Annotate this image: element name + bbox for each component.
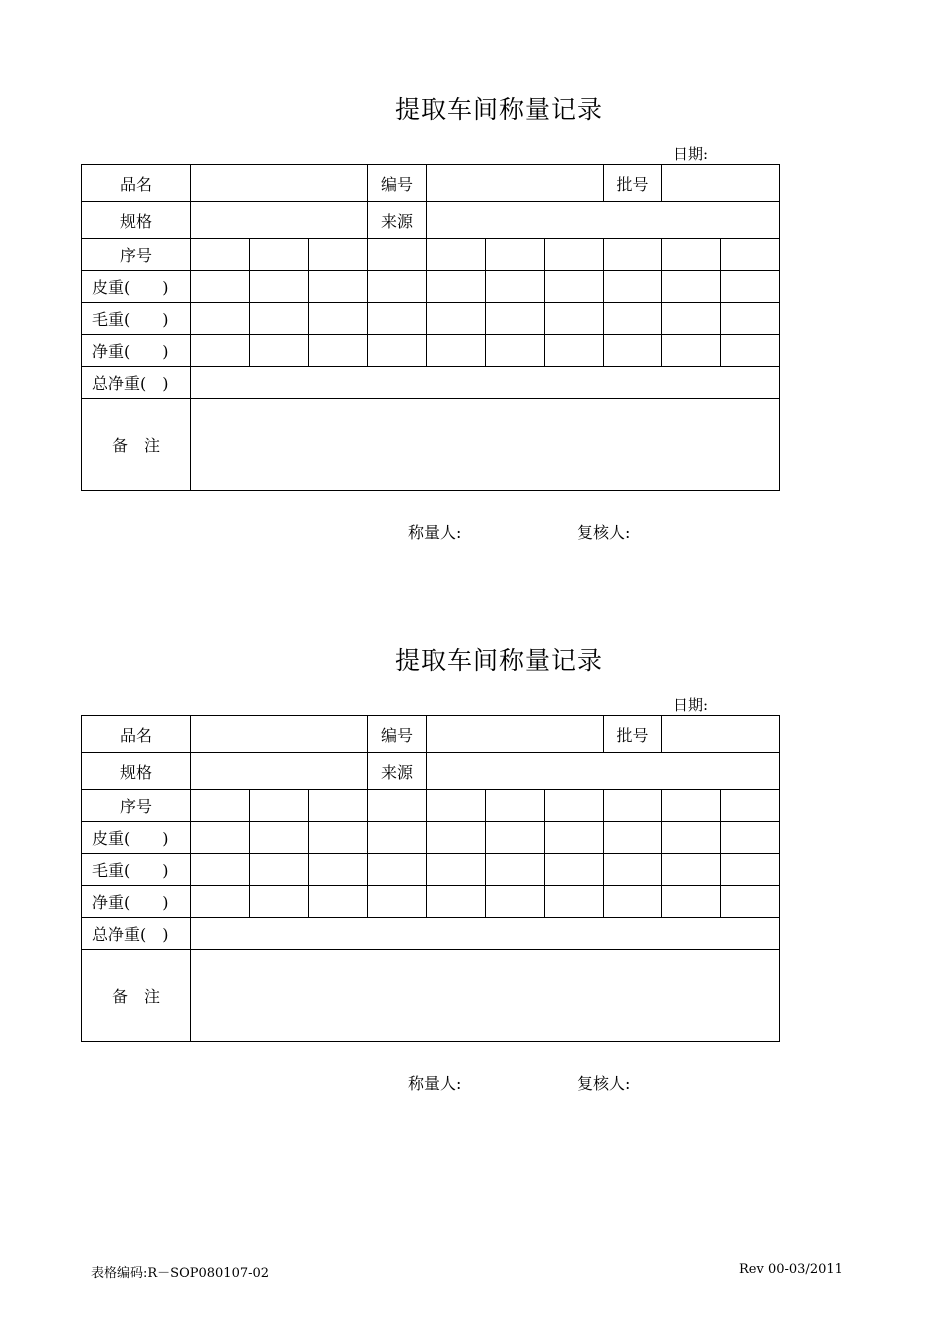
gross-cell[interactable] <box>545 854 604 886</box>
seq-cell[interactable] <box>250 790 309 822</box>
tare-cell[interactable] <box>368 822 427 854</box>
tare-cell[interactable] <box>604 271 662 303</box>
seq-cell[interactable] <box>662 790 721 822</box>
net-cell[interactable] <box>191 335 250 367</box>
seq-cell[interactable] <box>662 239 721 271</box>
tare-cell[interactable] <box>309 271 368 303</box>
seq-cell[interactable] <box>250 239 309 271</box>
gross-cell[interactable] <box>368 303 427 335</box>
net-weight-label: 净重( ) <box>82 886 191 918</box>
seq-no-label: 序号 <box>82 790 191 822</box>
tare-cell[interactable] <box>250 271 309 303</box>
code-field[interactable] <box>427 165 604 202</box>
weigher-signature-label: 称量人: <box>408 1074 462 1093</box>
tare-cell[interactable] <box>250 822 309 854</box>
net-weight-label: 净重( ) <box>82 335 191 367</box>
tare-cell[interactable] <box>486 271 545 303</box>
seq-cell[interactable] <box>309 239 368 271</box>
tare-cell[interactable] <box>309 822 368 854</box>
seq-cell[interactable] <box>191 790 250 822</box>
net-cell[interactable] <box>250 886 309 918</box>
checker-signature-label: 复核人: <box>577 1074 631 1093</box>
batch-no-label: 批号 <box>604 716 662 753</box>
seq-cell[interactable] <box>368 239 427 271</box>
seq-cell[interactable] <box>427 790 486 822</box>
source-label: 来源 <box>368 202 427 239</box>
form-code: 表格编码:R－SOP080107-02 <box>91 1266 270 1281</box>
tare-weight-label: 皮重( ) <box>82 822 191 854</box>
net-cell[interactable] <box>309 886 368 918</box>
gross-cell[interactable] <box>250 303 309 335</box>
total-net-weight-field[interactable] <box>191 918 780 950</box>
tare-cell[interactable] <box>368 271 427 303</box>
form-title: 提取车间称量记录 <box>394 95 603 124</box>
gross-cell[interactable] <box>721 303 780 335</box>
spec-label: 规格 <box>82 202 191 239</box>
source-label: 来源 <box>368 753 427 790</box>
seq-cell[interactable] <box>191 239 250 271</box>
seq-cell[interactable] <box>368 790 427 822</box>
date-label: 日期: <box>673 696 709 714</box>
net-cell[interactable] <box>486 335 545 367</box>
seq-cell[interactable] <box>309 790 368 822</box>
net-cell[interactable] <box>309 335 368 367</box>
gross-weight-label: 毛重( ) <box>82 303 191 335</box>
spec-field[interactable] <box>191 753 368 790</box>
seq-cell[interactable] <box>545 790 604 822</box>
code-field[interactable] <box>427 716 604 753</box>
tare-cell[interactable] <box>545 822 604 854</box>
date-label: 日期: <box>673 145 709 163</box>
total-net-weight-field[interactable] <box>191 367 780 399</box>
gross-cell[interactable] <box>662 303 721 335</box>
batch-no-field[interactable] <box>662 165 780 202</box>
gross-cell[interactable] <box>486 303 545 335</box>
batch-no-field[interactable] <box>662 716 780 753</box>
form-title: 提取车间称量记录 <box>394 646 603 675</box>
net-cell[interactable] <box>721 335 780 367</box>
gross-cell[interactable] <box>191 854 250 886</box>
tare-weight-label: 皮重( ) <box>82 271 191 303</box>
net-cell[interactable] <box>604 886 662 918</box>
product-name-field[interactable] <box>191 716 368 753</box>
tare-cell[interactable] <box>191 271 250 303</box>
total-net-weight-label: 总净重( ) <box>82 367 191 399</box>
net-cell[interactable] <box>427 335 486 367</box>
revision-label: Rev 00-03/2011 <box>739 1262 843 1277</box>
source-field[interactable] <box>427 753 780 790</box>
net-cell[interactable] <box>545 335 604 367</box>
net-cell[interactable] <box>486 886 545 918</box>
remarks-field[interactable] <box>191 399 780 491</box>
gross-cell[interactable] <box>191 303 250 335</box>
tare-cell[interactable] <box>604 822 662 854</box>
seq-cell[interactable] <box>486 790 545 822</box>
seq-cell[interactable] <box>604 239 662 271</box>
product-name-field[interactable] <box>191 165 368 202</box>
gross-cell[interactable] <box>309 854 368 886</box>
tare-cell[interactable] <box>721 271 780 303</box>
weigher-signature-label: 称量人: <box>408 523 462 542</box>
gross-cell[interactable] <box>486 854 545 886</box>
total-net-weight-label: 总净重( ) <box>82 918 191 950</box>
gross-cell[interactable] <box>604 303 662 335</box>
product-name-label: 品名 <box>82 165 191 202</box>
remarks-field[interactable] <box>191 950 780 1042</box>
net-cell[interactable] <box>545 886 604 918</box>
product-name-label: 品名 <box>82 716 191 753</box>
spec-label: 规格 <box>82 753 191 790</box>
tare-cell[interactable] <box>191 822 250 854</box>
gross-weight-label: 毛重( ) <box>82 854 191 886</box>
gross-cell[interactable] <box>427 854 486 886</box>
tare-cell[interactable] <box>427 271 486 303</box>
source-field[interactable] <box>427 202 780 239</box>
gross-cell[interactable] <box>721 854 780 886</box>
tare-cell[interactable] <box>721 822 780 854</box>
gross-cell[interactable] <box>368 854 427 886</box>
net-cell[interactable] <box>662 886 721 918</box>
gross-cell[interactable] <box>604 854 662 886</box>
gross-cell[interactable] <box>427 303 486 335</box>
tare-cell[interactable] <box>427 822 486 854</box>
remarks-label: 备 注 <box>82 399 191 491</box>
net-cell[interactable] <box>250 335 309 367</box>
tare-cell[interactable] <box>545 271 604 303</box>
net-cell[interactable] <box>427 886 486 918</box>
net-cell[interactable] <box>191 886 250 918</box>
checker-signature-label: 复核人: <box>577 523 631 542</box>
seq-cell[interactable] <box>604 790 662 822</box>
gross-cell[interactable] <box>662 854 721 886</box>
code-label: 编号 <box>368 716 427 753</box>
gross-cell[interactable] <box>250 854 309 886</box>
spec-field[interactable] <box>191 202 368 239</box>
seq-cell[interactable] <box>486 239 545 271</box>
tare-cell[interactable] <box>662 271 721 303</box>
net-cell[interactable] <box>662 335 721 367</box>
tare-cell[interactable] <box>662 822 721 854</box>
code-label: 编号 <box>368 165 427 202</box>
batch-no-label: 批号 <box>604 165 662 202</box>
net-cell[interactable] <box>368 335 427 367</box>
seq-cell[interactable] <box>545 239 604 271</box>
gross-cell[interactable] <box>309 303 368 335</box>
net-cell[interactable] <box>721 886 780 918</box>
tare-cell[interactable] <box>486 822 545 854</box>
seq-cell[interactable] <box>721 790 780 822</box>
gross-cell[interactable] <box>545 303 604 335</box>
weighing-record-table <box>81 715 780 1042</box>
remarks-label: 备 注 <box>82 950 191 1042</box>
seq-no-label: 序号 <box>82 239 191 271</box>
net-cell[interactable] <box>604 335 662 367</box>
net-cell[interactable] <box>368 886 427 918</box>
seq-cell[interactable] <box>427 239 486 271</box>
seq-cell[interactable] <box>721 239 780 271</box>
weighing-record-table <box>81 164 780 491</box>
